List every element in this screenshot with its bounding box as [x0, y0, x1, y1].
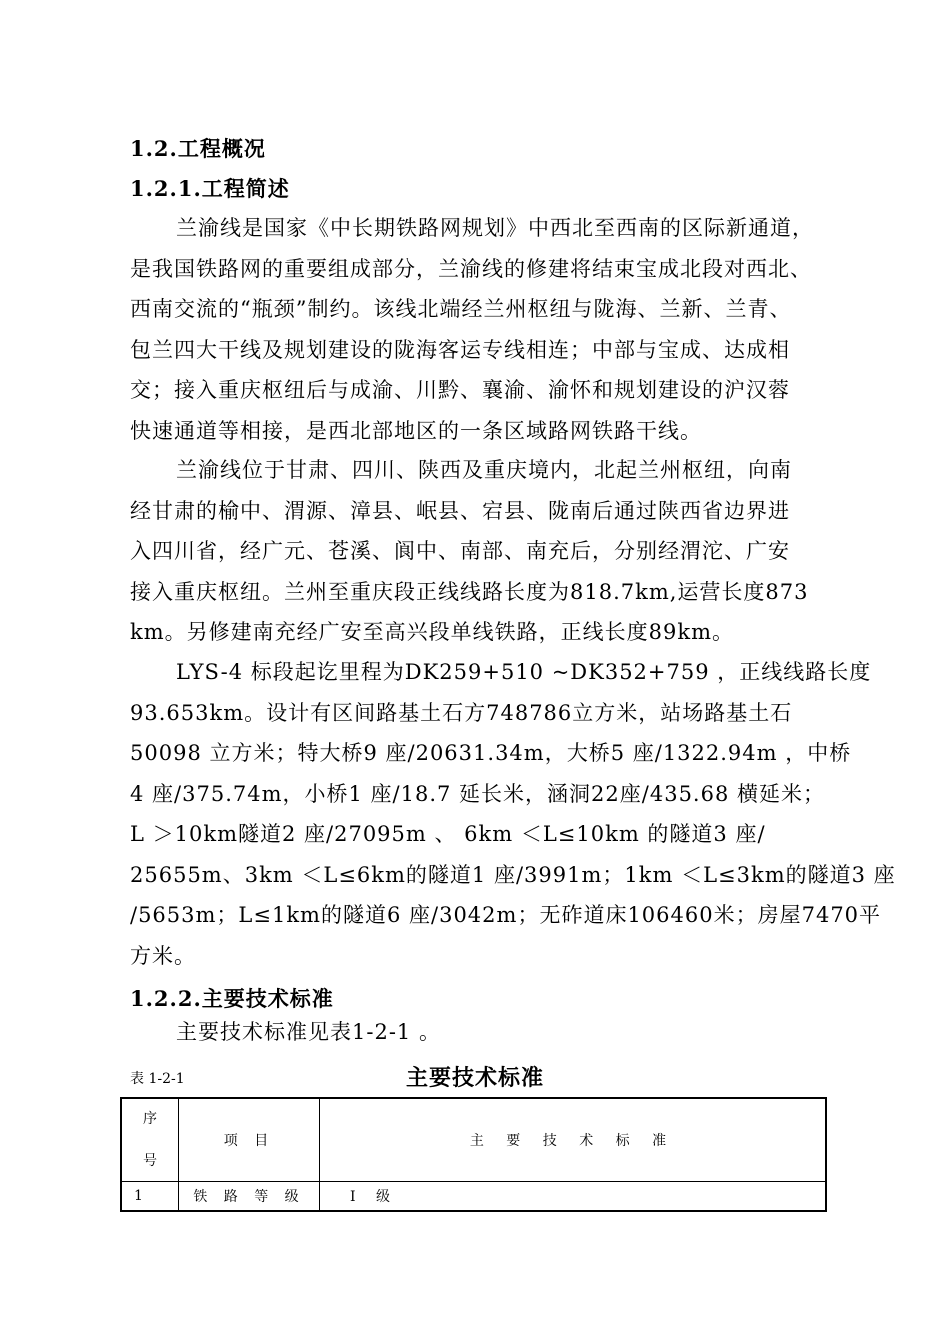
text-line: 快速通道等相接，是西北部地区的一条区域路网铁路干线。: [130, 418, 702, 443]
paragraph-route: [130, 450, 830, 653]
text-line: 接入重庆枢纽。兰州至重庆段正线线路长度为818.7km,运营长度873: [130, 579, 809, 604]
table-row: [121, 1181, 826, 1211]
paragraph-standards-intro: [130, 1012, 830, 1053]
text-line: 经甘肃的榆中、渭源、漳县、岷县、宕县、陇南后通过陕西省边界进: [130, 498, 790, 523]
table-label: 表 1-2-1: [130, 1071, 185, 1087]
text-line: 方米。: [130, 943, 196, 968]
text-line: 50098 立方米；特大桥9 座/20631.34m，大桥5 座/1322.94m ，中桥: [130, 741, 852, 765]
text-line: 入四川省，经广元、苍溪、阆中、南部、南充后，分别经渭沱、广安: [130, 539, 790, 563]
header-cell-no: [121, 1098, 179, 1181]
section-heading-1-2: 1.2.工程概况: [130, 136, 266, 161]
header-cell-item: 项 目: [179, 1098, 320, 1181]
paragraph-section-quantities: [130, 652, 896, 976]
text-line: 93.653km。设计有区间路基土石方748786立方米，站场路基土石: [130, 700, 793, 725]
text-line: 是我国铁路网的重要组成部分，兰渝线的修建将结束宝成北段对西北、: [130, 256, 812, 281]
text-line: 兰渝线是国家《中长期铁路网规划》中西北至西南的区际新通道，: [176, 216, 814, 240]
section-heading-1-2-2: 1.2.2.主要技术标准: [130, 986, 334, 1011]
text-line: 交；接入重庆枢纽后与成渝、川黔、襄渝、渝怀和规划建设的沪汉蓉: [130, 378, 790, 402]
text-line: 兰渝线位于甘肃、四川、陕西及重庆境内，北起兰州枢纽，向南: [176, 458, 792, 482]
standards-table: [120, 1097, 827, 1212]
header-no-line1: 序: [143, 1110, 157, 1127]
text-line: 西南交流的“瓶颈”制约。该线北端经兰州枢纽与陇海、兰新、兰青、: [130, 297, 792, 321]
text-line: km。另修建南充经广安至高兴段单线铁路，正线长度89km。: [130, 620, 734, 644]
header-cell-standard: 主 要 技 术 标 准: [320, 1098, 827, 1181]
text-line: /5653m；L≤1km的隧道6 座/3042m；无砟道床106460米；房屋7470平: [130, 903, 882, 927]
cell-item: 铁 路 等 级: [179, 1181, 320, 1211]
text-line: 主要技术标准见表1-2-1 。: [176, 1020, 441, 1044]
text-line: 包兰四大干线及规划建设的陇海客运专线相连；中部与宝成、达成相: [130, 337, 790, 362]
text-line: L ＞10km隧道2 座/27095m 、 6km ＜L≤10km 的隧道3 座/: [130, 822, 766, 846]
cell-no: 1: [121, 1181, 179, 1211]
cell-standard: Ⅰ 级: [320, 1181, 827, 1211]
table-header-row: [121, 1098, 826, 1181]
header-no-line2: 号: [143, 1152, 157, 1169]
section-heading-1-2-1: 1.2.1.工程简述: [130, 176, 290, 201]
table-title: 主要技术标准: [405, 1065, 544, 1091]
text-line: LYS-4 标段起讫里程为DK259+510 ~DK352+759 ，正线线路长度: [176, 660, 872, 684]
text-line: 25655m、3km ＜L≤6km的隧道1 座/3991m；1km ＜L≤3km的隧道3 座: [130, 862, 896, 887]
paragraph-overview-1: [130, 208, 830, 451]
text-line: 4 座/375.74m，小桥1 座/18.7 延长米，涵洞22座/435.68 横延米；: [130, 781, 825, 806]
